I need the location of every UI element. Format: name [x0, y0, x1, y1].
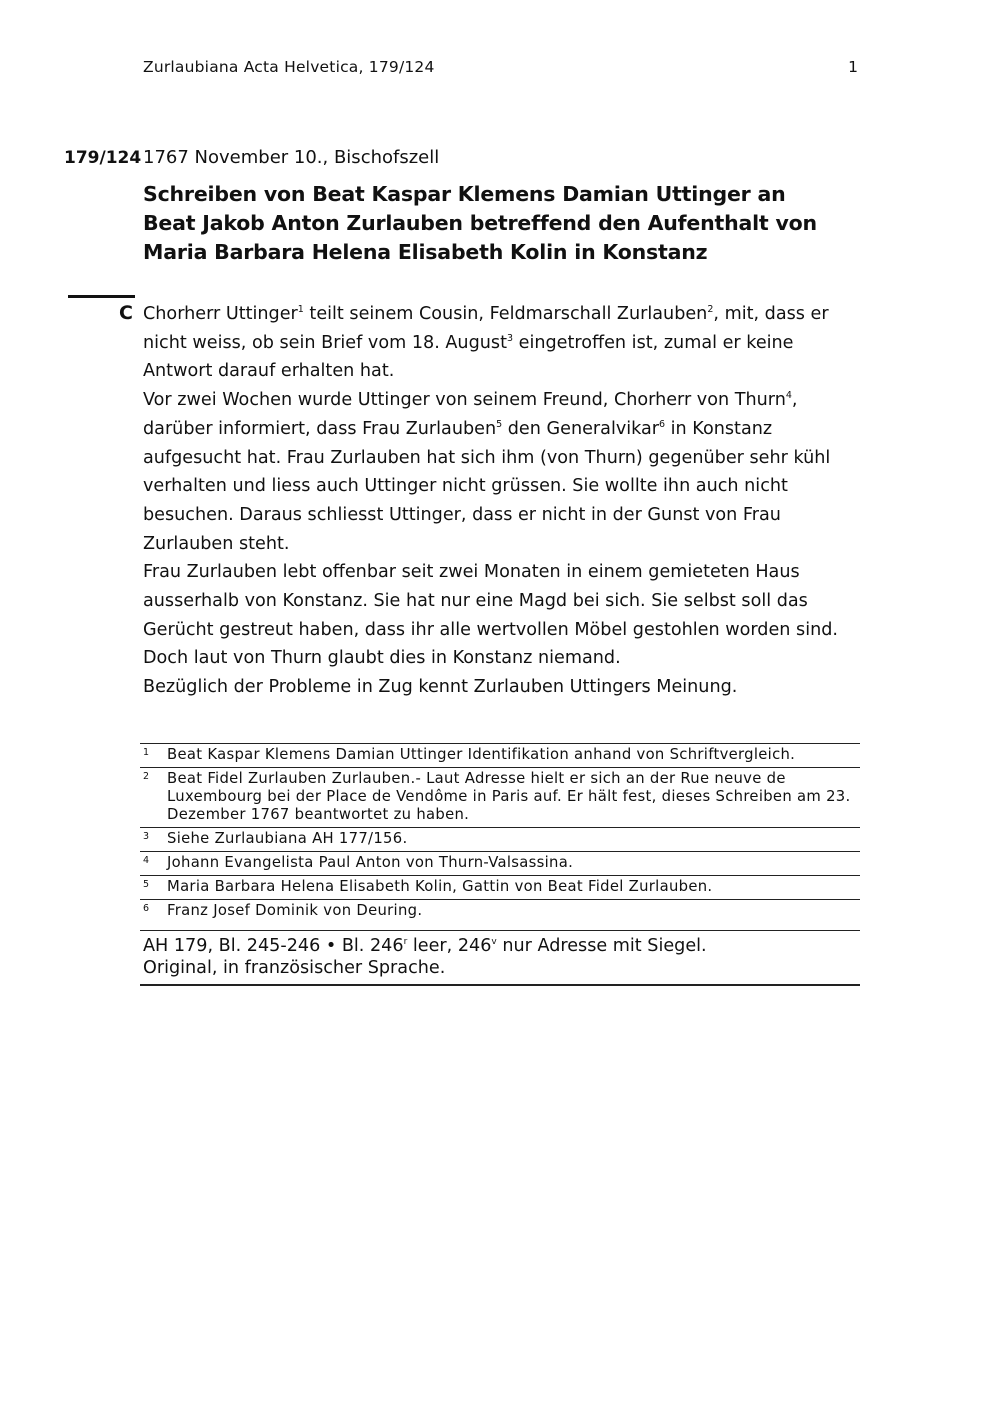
footnote [140, 743, 860, 767]
section-rule [68, 295, 135, 298]
footnote-ref[interactable]: 3 [506, 332, 514, 344]
paragraph: Vor zwei Wochen wurde Uttinger von seinem Freund, Chorherr von Thurn$^4$, darüber informiert, dass Frau Zurlauben$^5$ den Generalvikar$^6$ in Konstanz aufgesucht hat. Frau Zurlauben hat sich ihm (von Thurn) gegenüber sehr kühl verhalten und liess auch Uttinger nicht grüssen. Sie wollte ihn auch nicht besuchen. Daraus schliesst Uttinger, dass er nicht in der Gunst von Frau Zurlauben steht. [143, 390, 831, 554]
footnote-text: Beat Fidel Zurlauben Zurlauben.- Laut Adresse hielt er sich an der Rue neuve de Luxembourg bei der Place de Vendôme in Paris auf. Er hält fest, dieses Schreiben am 23. Dezember 1767 beantwortet zu haben. [167, 770, 851, 823]
footnote-text: Siehe Zurlaubiana AH 177/156. [167, 830, 408, 847]
paragraph: Frau Zurlauben lebt offenbar seit zwei Monaten in einem gemieteten Haus ausserhalb von Konstanz. Sie hat nur eine Magd bei sich. Sie selbst soll das Gerücht gestreut haben, dass ihr alle wertvollen Möbel gestohlen worden sind. Doch laut von Thurn glaubt dies in Konstanz niemand. [143, 562, 838, 669]
source-line: AH 179, Bl. 245-246 • Bl. 246$^r$ leer, 246$^v$ nur Adresse mit Siegel. [143, 936, 707, 956]
footnote-text: Beat Kaspar Klemens Damian Uttinger Identifikation anhand von Schriftvergleich. [167, 746, 796, 763]
paragraph: Bezüglich der Probleme in Zug kennt Zurlauben Uttingers Meinung. [143, 677, 738, 698]
paragraph: Chorherr Uttinger$^1$ teilt seinem Cousin, Feldmarschall Zurlauben$^2$, mit, dass er nicht weiss, ob sein Brief vom 18. August$^3$ eingetroffen ist, zumal er keine Antwort darauf erhalten hat. [143, 304, 829, 382]
footnote-ref[interactable]: 5 [496, 418, 503, 430]
document-title: Schreiben von Beat Kaspar Klemens Damian Uttinger an Beat Jakob Anton Zurlauben betreffend den Aufenthalt von Maria Barbara Helena Elisabeth Kolin in Konstanz [143, 182, 817, 264]
footnote-number: 5 [143, 879, 150, 890]
footnote [140, 767, 860, 827]
footnote-number: 6 [143, 903, 150, 914]
section-label: C [119, 302, 133, 324]
source-line: Original, in französischer Sprache. [143, 958, 446, 978]
page-number: 1 [848, 58, 858, 76]
footnotes [140, 743, 860, 923]
footnote-number: 4 [143, 855, 150, 866]
footnote-number: 2 [143, 771, 150, 782]
footnote-text: Johann Evangelista Paul Anton von Thurn-Valsassina. [167, 854, 574, 871]
footnote-number: 1 [143, 747, 150, 758]
footnote-ref[interactable]: 6 [659, 418, 666, 430]
source-note [140, 930, 860, 986]
footnote-text: Maria Barbara Helena Elisabeth Kolin, Gattin von Beat Fidel Zurlauben. [167, 878, 713, 895]
document-number: 179/124 [64, 148, 142, 168]
footnote [140, 827, 860, 851]
footnote [140, 851, 860, 875]
footnote [140, 899, 860, 923]
footnote-text: Franz Josef Dominik von Deuring. [167, 902, 423, 919]
summary-text [143, 300, 863, 702]
document-date-place: 1767 November 10., Bischofszell [143, 147, 440, 168]
footnote-number: 3 [143, 831, 150, 842]
running-title: Zurlaubiana Acta Helvetica, 179/124 [143, 58, 435, 76]
footnote [140, 875, 860, 899]
footnote-ref[interactable]: 4 [785, 390, 792, 402]
footnote-ref[interactable]: 2 [707, 304, 714, 316]
footnote-ref[interactable]: 1 [297, 304, 304, 316]
